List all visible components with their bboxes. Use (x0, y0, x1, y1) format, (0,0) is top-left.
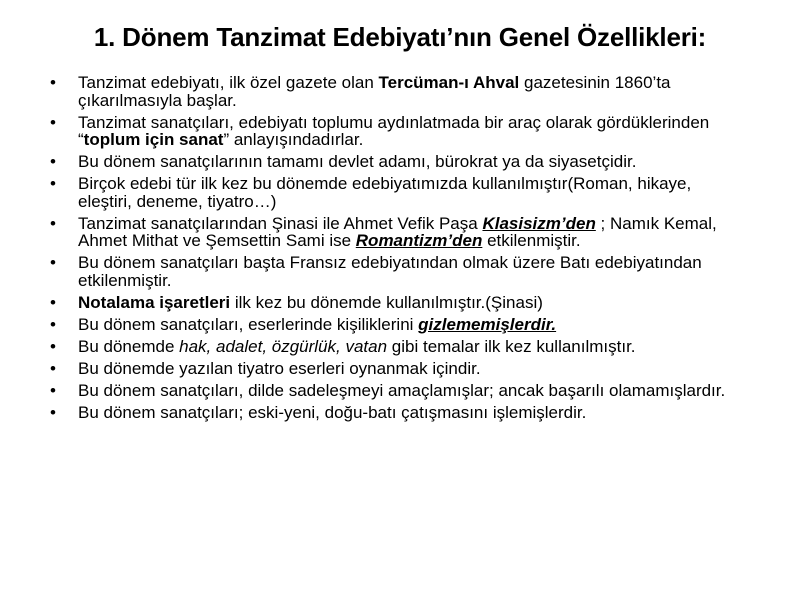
bullet-icon: • (50, 358, 56, 378)
bullet-icon: • (50, 380, 56, 400)
emphasis-text: gizlememişlerdir. (418, 314, 557, 334)
bullet-text: Bu dönemde (78, 336, 180, 356)
bullet-item (48, 404, 748, 422)
bullet-list (48, 74, 748, 426)
bullet-text: gazetesinin 1860’ta çıkarılmasıyla başlar. (78, 73, 671, 110)
bullet-item (48, 316, 748, 334)
bullet-text: gibi temalar ilk kez kullanılmıştır. (387, 336, 636, 356)
bullet-icon: • (50, 402, 56, 422)
bullet-item (48, 254, 748, 289)
bullet-text: Tanzimat sanatçıları, edebiyatı toplumu aydınlatmada bir araç olarak gördüklerinden “ (78, 112, 710, 149)
bullet-text: Tanzimat edebiyatı, ilk özel gazete olan (78, 73, 379, 92)
emphasis-text: Notalama işaretleri (78, 292, 231, 312)
bullet-text: Tanzimat sanatçılarından Şinasi ile Ahmet Vefik Paşa (78, 213, 483, 233)
bullet-icon: • (50, 112, 56, 132)
bullet-item (48, 360, 748, 378)
bullet-icon: • (50, 152, 56, 171)
bullet-text: ; Namık Kemal, Ahmet Mithat ve Şemsettin Sami ise (78, 213, 717, 250)
emphasis-text: hak, adalet, özgürlük, vatan (179, 336, 388, 356)
emphasis-text: toplum için sanat (83, 130, 224, 149)
newspaper-name: Tercüman-ı Ahval (378, 73, 520, 92)
bullet-item (48, 74, 748, 109)
bullet-icon: • (50, 253, 56, 272)
bullet-text: ilk kez bu dönemde kullanılmıştır.(Şinasi) (230, 292, 543, 312)
bullet-item (48, 338, 748, 356)
bullet-text: Birçok edebi tür ilk kez bu dönemde edebiyatımızda kullanılmıştır(Roman, hikaye, eleştiri, deneme, tiyatro…) (78, 174, 692, 211)
bullet-icon: • (50, 213, 56, 233)
bullet-text: Bu dönem sanatçıları, dilde sadeleşmeyi amaçlamışlar; ancak başarılı olamamışlardır. (78, 380, 726, 400)
bullet-icon: • (50, 73, 56, 92)
bullet-item (48, 294, 748, 312)
bullet-item (48, 153, 748, 171)
bullet-icon: • (50, 174, 56, 193)
emphasis-text: Klasisizm’den (482, 213, 596, 233)
slide-title: 1. Dönem Tanzimat Edebiyatı’nın Genel Özellikleri: (93, 22, 707, 52)
bullet-text: etkilenmiştir. (482, 231, 581, 250)
bullet-text: Bu dönem sanatçıları; eski-yeni, doğu-batı çatışmasını işlemişlerdir. (78, 402, 587, 422)
bullet-icon: • (50, 314, 56, 334)
bullet-item (48, 215, 748, 250)
bullet-item (48, 382, 748, 400)
bullet-text: ” anlayışındadırlar. (223, 130, 364, 149)
bullet-text: Bu dönem sanatçılarının tamamı devlet adamı, bürokrat ya da siyasetçidir. (78, 152, 637, 171)
bullet-icon: • (50, 292, 56, 312)
bullet-icon: • (50, 336, 56, 356)
emphasis-text: Romantizm’den (355, 231, 483, 250)
bullet-text: Bu dönem sanatçıları, eserlerinde kişiliklerini (78, 314, 419, 334)
bullet-text: Bu dönemde yazılan tiyatro eserleri oynanmak içindir. (78, 358, 481, 378)
bullet-item (48, 175, 748, 210)
bullet-item (48, 114, 748, 149)
bullet-text: Bu dönem sanatçıları başta Fransız edebiyatından olmak üzere Batı edebiyatından etkilenmiştir. (78, 253, 702, 290)
